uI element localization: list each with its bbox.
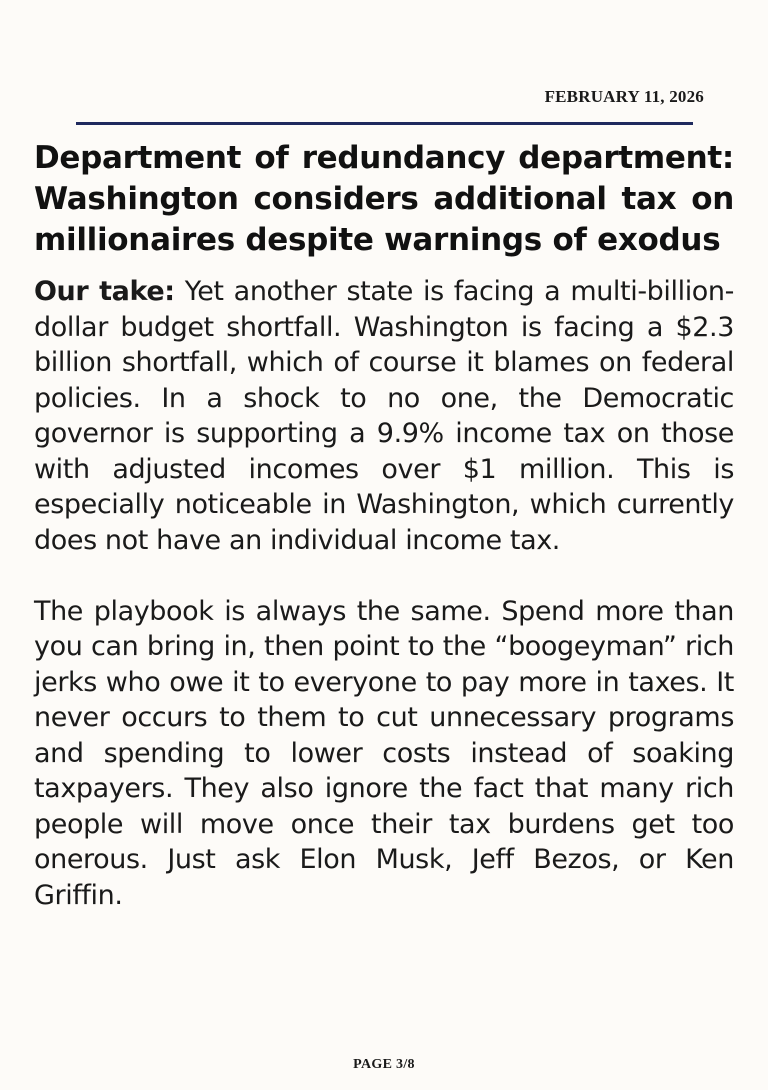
article-body	[34, 274, 734, 949]
our-take-label: Our take:	[34, 276, 175, 307]
paragraph-2: The playbook is always the same. Spend more than you can bring in, then point to the “boogeyman” rich jerks who owe it to everyone to pay more in taxes. It never occurs to them to cut unnecessary programs and spending to lower costs instead of soaking taxpayers. They also ignore the fact that many rich people will move once their tax burdens get too onerous. Just ask Elon Musk, Jeff Bezos, or Ken Griffin.	[34, 595, 734, 911]
page-number: PAGE 3/8	[353, 1057, 415, 1072]
paragraph-1-text: Yet another state is facing a multi-billion-dollar budget shortfall. Washington is facing a $2.3 billion shortfall, which of course it blames on federal policies. In a shock to no one, the Democratic governor is supporting a 9.9% income tax on those with adjusted incomes over $1 million. This is especially noticeable in Washington, which currently does not have an individual income tax.	[34, 276, 734, 556]
publication-date: FEBRUARY 11, 2026	[544, 87, 704, 106]
paragraph-our-take	[34, 274, 734, 558]
article-headline: Department of redundancy department: Washington considers additional tax on millionaires despite warnings of exodus	[34, 140, 734, 258]
header-divider	[76, 122, 693, 125]
